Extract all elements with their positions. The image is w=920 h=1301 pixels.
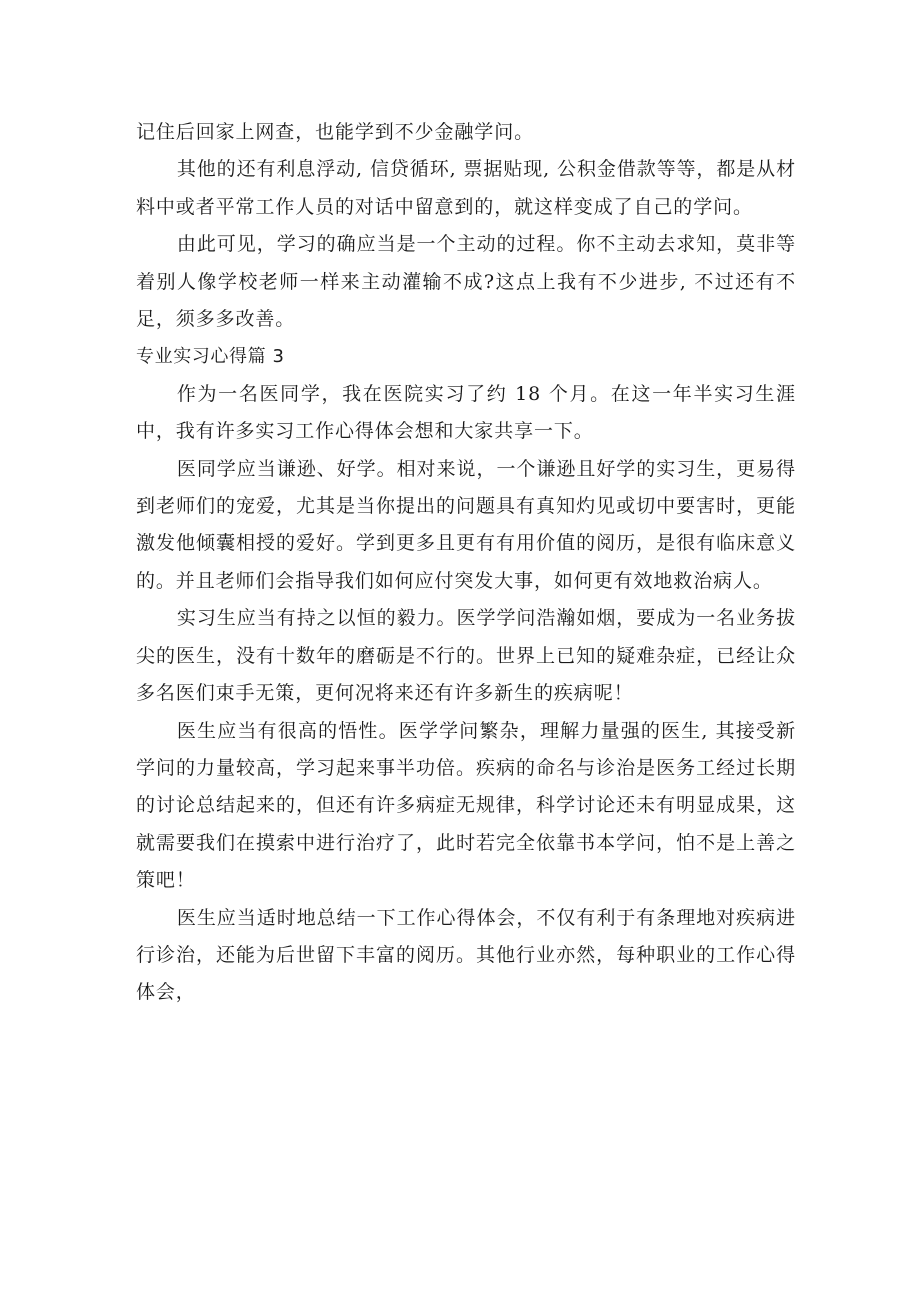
document-body [136,114,796,1012]
paragraph-continuation: 记住后回家上网查，也能学到不少金融学问。 [136,121,535,143]
paragraph-active-learning: 由此可见，学习的确应当是一个主动的过程。你不主动去求知，莫非等着别人像学校老师一样来主动灌输不成?这点上我有不少进步, 不过还有不足，须多多改善。 [136,233,796,331]
paragraph-humble-studious: 医同学应当谦逊、好学。相对来说，一个谦逊且好学的实习生，更易得到老师们的宠爱，尤其是当你提出的问题具有真知灼见或切中要害时，更能激发他倾囊相授的爱好。学到更多且更有有用价值的阅历，是很有临床意义的。并且老师们会指导我们如何应付突发大事，如何更有效地救治病人。 [136,457,796,592]
paragraph-intro: 作为一名医同学，我在医院实习了约 18 个月。在这一年半实习生涯中，我有许多实习工作心得体会想和大家共享一下。 [136,382,796,443]
paragraph-perseverance: 实习生应当有持之以恒的毅力。医学学问浩瀚如烟，要成为一名业务拔尖的医生，没有十数年的磨砺是不行的。世界上已知的疑难杂症，已经让众多名医们束手无策，更何况将来还有许多新生的疾病呢！ [136,607,796,705]
paragraph-financial-terms: 其他的还有利息浮动, 信贷循环, 票据贴现, 公积金借款等等，都是从材料中或者平常工作人员的对话中留意到的，就这样变成了自己的学问。 [136,158,796,218]
paragraph-comprehension: 医生应当有很高的悟性。医学学问繁杂，理解力量强的医生, 其接受新学问的力量较高，学习起来事半功倍。疾病的命名与诊治是医务工经过长期的讨论总结起来的，但还有许多病症无规律，科学讨论还未有明显成果，这就需要我们在摸索中进行治疗了，此时若完全依靠书本学问，怕不是上善之策吧！ [136,719,796,892]
section-heading: 专业实习心得篇 3 [136,346,285,368]
paragraph-summarize: 医生应当适时地总结一下工作心得体会，不仅有利于有条理地对疾病进行诊治，还能为后世留下丰富的阅历。其他行业亦然，每种职业的工作心得体会， [136,906,796,1004]
